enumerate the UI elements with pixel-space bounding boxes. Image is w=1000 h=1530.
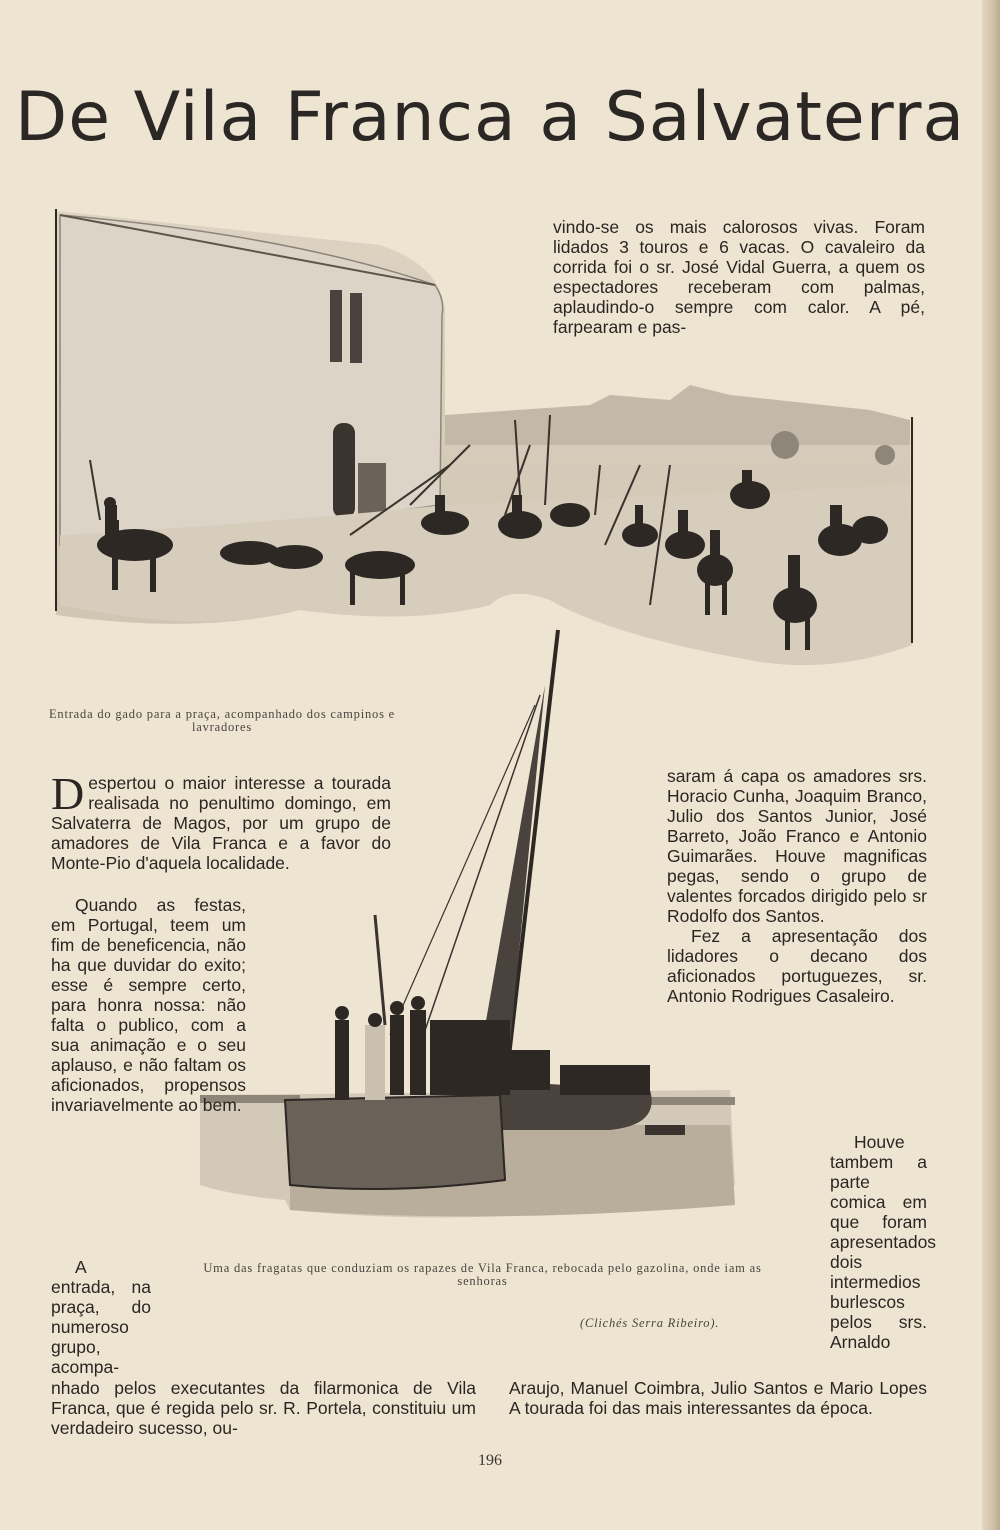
article-title: De Vila Franca a Salvaterra <box>14 78 966 157</box>
right-paragraph-3: Houve tambem a parte comica em que foram apresentados dois intermedios burlescos pelos srs. Arnaldo <box>830 1132 937 1352</box>
fragata-photo <box>190 625 750 1265</box>
right-paragraph-2: Fez a apresentação dos lidadores o decano dos aficionados portuguezes, sr. Antonio Rodrigues Casaleiro. <box>667 926 927 1006</box>
top-right-paragraph: vindo-se os mais calorosos vivas. Foram lidados 3 touros e 6 vacas. O cavaleiro da corrida foi o sr. José Vidal Guerra, a quem os espectadores receberam com palmas, aplaudindo-o sempre com calor. A pé, farpearam e pas- <box>553 217 925 337</box>
left-paragraph-1: espertou o maior interesse a tourada realisada no penultimo domingo, em Salvaterra de Magos, por um grupo de amadores de Vila Franca e a favor do Monte-Pio d'aquela localidade. <box>51 773 391 873</box>
left-paragraph-3: A entrada, na praça, do numeroso grupo, acompa- <box>51 1257 151 1377</box>
top-right-column <box>553 217 925 337</box>
dropcap-letter: D <box>51 768 85 819</box>
left-column-narrow-1 <box>51 895 246 1115</box>
right-column-narrow <box>830 1132 937 1352</box>
photo-credit: (Clichés Serra Ribeiro). <box>580 1316 720 1330</box>
left-column-narrow-2 <box>51 1257 151 1377</box>
page-edge <box>982 0 1000 1530</box>
left-paragraph-2: Quando as festas, em Portugal, teem um fim de beneficencia, não ha que duvidar do exito; esse é sempre certo, para honra nossa: não falta o publico, com a sua animação e o seu aplauso, e não faltam os aficionados, propensos invariavelmente ao bem. <box>51 895 246 1115</box>
bottom-right-paragraph: Araujo, Manuel Coimbra, Julio Santos e Mario Lopes A tourada foi das mais interessantes da época. <box>509 1378 927 1418</box>
right-column <box>667 766 927 1006</box>
page-number: 196 <box>478 1452 502 1469</box>
bottom-left-column <box>51 1378 476 1438</box>
fragata-photo-caption: Uma das fragatas que conduziam os rapazes de Vila Franca, rebocada pelo gazolina, onde iam as senhoras <box>203 1261 762 1288</box>
bullring-photo-caption: Entrada do gado para a praça, acompanhado dos campinos e lavradores <box>48 707 396 734</box>
bottom-left-paragraph: nhado pelos executantes da filarmonica de Vila Franca, que é regida pelo sr. R. Portela, constituiu um verdadeiro sucesso, ou- <box>51 1378 476 1438</box>
left-column <box>51 768 391 873</box>
right-paragraph-1: saram á capa os amadores srs. Horacio Cunha, Joaquim Branco, Julio dos Santos Junior, José Barreto, João Franco e Antonio Guimarães. Houve magnificas pegas, sendo o grupo de valentes forcados dirigido pelo sr Rodolfo dos Santos. <box>667 766 927 926</box>
bottom-right-column <box>509 1378 927 1418</box>
